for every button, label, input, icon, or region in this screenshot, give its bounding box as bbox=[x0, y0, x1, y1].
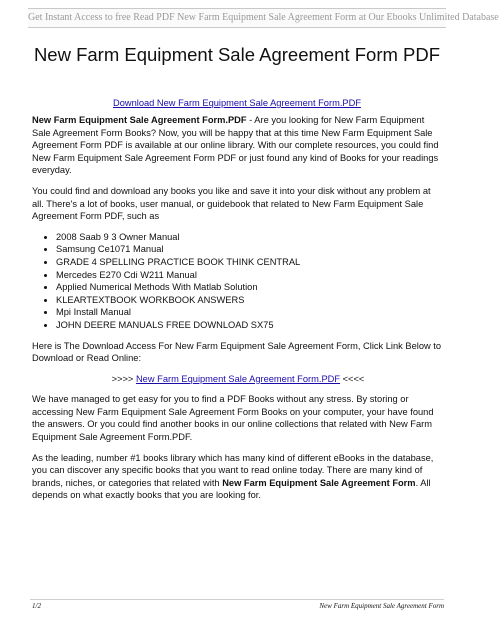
intro-paragraph bbox=[32, 114, 444, 177]
link-suffix: <<<< bbox=[340, 373, 365, 384]
list-item: • JOHN DEERE MANUALS FREE DOWNLOAD SX75 bbox=[56, 319, 444, 332]
footer-title: New Farm Equipment Sale Agreement Form bbox=[319, 602, 444, 610]
page-number: 1/2 bbox=[32, 602, 41, 610]
library-text-before: As the leading, number #1 books library which has many kind of different eBooks in the database, you can discover any specific books that you want to read online today. There are many kind of brands, niches, or categories that related with bbox=[32, 452, 434, 488]
document-body bbox=[32, 114, 444, 510]
list-item: • GRADE 4 SPELLING PRACTICE BOOK THINK CENTRAL bbox=[56, 256, 444, 269]
download-link[interactable]: Download New Farm Equipment Sale Agreement Form.PDF bbox=[112, 98, 361, 108]
list-item: • Samsung Ce1071 Manual bbox=[56, 243, 444, 256]
list-item: • 2008 Saab 9 3 Owner Manual bbox=[56, 231, 444, 244]
list-item: • Mercedes E270 Cdi W211 Manual bbox=[56, 269, 444, 282]
list-item: • Applied Numerical Methods With Matlab Solution bbox=[56, 281, 444, 294]
related-books-list bbox=[32, 231, 444, 332]
header-banner: Get Instant Access to free Read PDF New Farm Equipment Sale Agreement Form at Our Ebooks Unlimited Database bbox=[28, 8, 446, 28]
paragraph-download-access: Here is The Download Access For New Farm Equipment Sale Agreement Form, Click Link Below to Download or Read Online: bbox=[32, 340, 442, 364]
footer-divider bbox=[30, 599, 444, 600]
paragraph-managed: We have managed to get easy for you to find a PDF Books without any stress. By storing or accessing New Farm Equipment Sale Agreement Form Books on your computer, your have found the answers. Or you could find another books in our online collections that related with New Farm Equipment Sale Agreement Form.PDF. bbox=[32, 394, 434, 443]
list-item: • Mpi Install Manual bbox=[56, 306, 444, 319]
document-title: New Farm Equipment Sale Agreement Form PDF bbox=[33, 44, 441, 65]
intro-text: - Are you looking for New Farm Equipment Sale Agreement Form Books? Now, you will be happy that at this time New Farm Equipment Sale Agreement Form PDF is available at our online library. With our complete resources, you could find New Farm Equipment Sale Agreement Form PDF or just found any kind of Books for your readings everyday. bbox=[32, 115, 439, 176]
list-item: • KLEARTEXTBOOK WORKBOOK ANSWERS bbox=[56, 294, 444, 307]
library-bold-title: New Farm Equipment Sale Agreement Form bbox=[222, 477, 416, 488]
link-prefix: >>>> bbox=[111, 373, 136, 384]
paragraph-library bbox=[32, 452, 444, 502]
download-link-line bbox=[32, 373, 444, 386]
paragraph-related-books-intro: You could find and download any books you like and save it into your disk without any problem at all. There's a lot of books, user manual, or guidebook that related to New Farm Equipment Sale Agreement Form PDF, such as bbox=[32, 185, 431, 222]
library-text-after: . All depends on what exactly books that you are looking for. bbox=[32, 477, 431, 501]
pdf-download-link[interactable]: New Farm Equipment Sale Agreement Form.PDF bbox=[135, 373, 341, 384]
intro-bold-title: New Farm Equipment Sale Agreement Form.PDF bbox=[32, 115, 247, 125]
